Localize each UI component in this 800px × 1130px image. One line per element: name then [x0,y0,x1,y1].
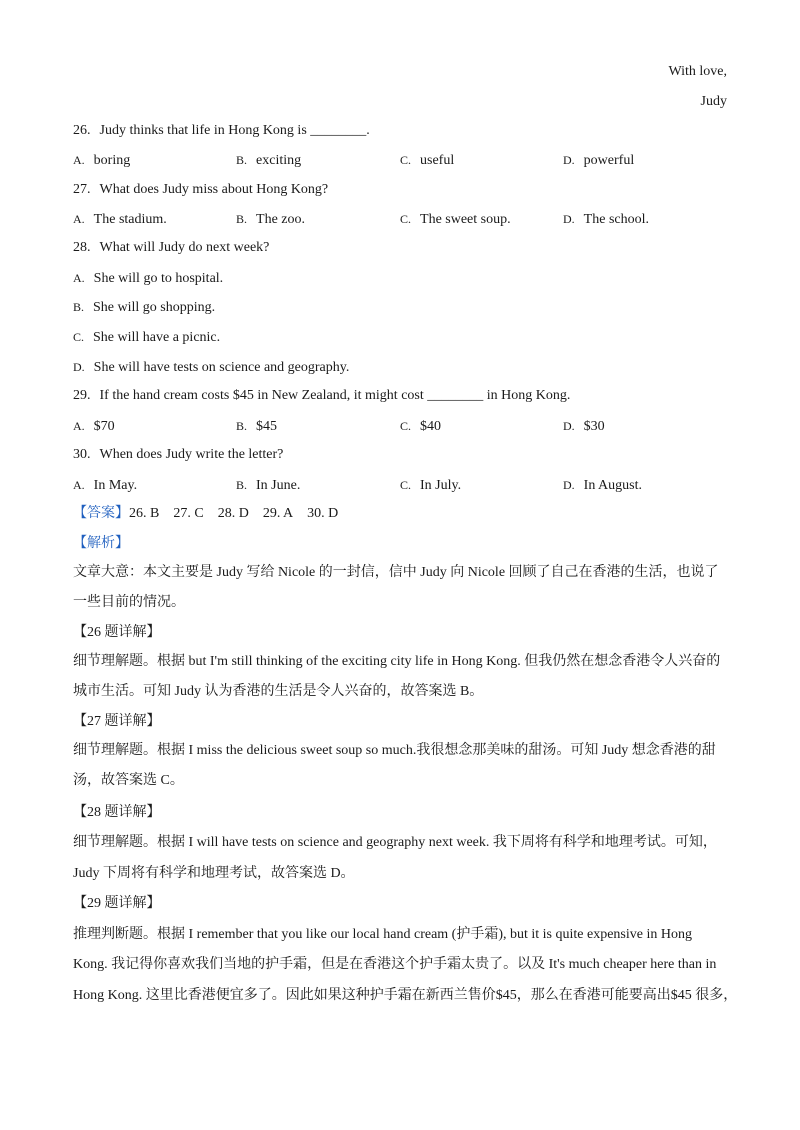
option-letter: B. [236,478,248,492]
option-letter: B. [236,212,248,226]
question-28 [73,238,269,258]
option-30-d [563,475,642,496]
detail-line: 细节理解题。根据 I will have tests on science and geography next week. 我下周将有科学和地理考试。可知， [73,835,717,850]
option-28-b [73,297,215,318]
option-30-b [236,475,300,496]
option-letter: D. [73,360,85,374]
question-text: What will Judy do next week? [99,240,270,255]
question-number: 27. [73,182,91,197]
option-text: In July. [420,478,462,493]
detail-heading: 【29 题详解】 [73,896,161,911]
summary-line: 文章大意：本文主要是 Judy 写给 Nicole 的一封信，信中 Judy 向 Nicole 回顾了自己在香港的生活，也说了 [73,565,719,580]
option-letter: C. [73,330,85,344]
option-26-a [73,150,130,171]
option-letter: D. [563,212,575,226]
option-text: In August. [583,478,643,493]
option-text: exciting [256,153,302,168]
question-30 [73,445,283,465]
letter-signature: Judy [700,94,727,109]
detail-line: 汤，故答案选 C。 [73,773,184,788]
option-text: She will have a picnic. [93,330,221,345]
question-text: What does Judy miss about Hong Kong? [99,182,329,197]
option-letter: C. [400,212,412,226]
option-text: $30 [583,419,605,434]
option-letter: A. [73,271,85,285]
option-letter: B. [236,153,248,167]
option-27-c [400,209,511,230]
option-letter: C. [400,478,412,492]
answer-item: 29. A [262,506,294,521]
option-letter: C. [400,419,412,433]
option-28-c [73,327,220,348]
option-27-a [73,209,167,230]
question-text: Judy thinks that life in Hong Kong is ________. [99,123,370,138]
option-26-b [236,150,301,171]
option-text: powerful [583,153,635,168]
option-text: The school. [583,212,649,227]
option-text: She will have tests on science and geography. [93,360,350,375]
option-letter: A. [73,153,85,167]
option-26-c [400,150,454,171]
letter-closing: With love, [668,64,727,79]
detail-heading: 【26 题详解】 [73,625,161,640]
option-text: In May. [93,478,138,493]
option-30-c [400,475,461,496]
question-number: 29. [73,388,91,403]
answer-item: 27. C [173,506,204,521]
question-29 [73,386,570,406]
detail-line: 细节理解题。根据 but I'm still thinking of the exciting city life in Hong Kong. 但我仍然在想念香港令人兴奋的 [73,654,721,669]
option-text: $45 [256,419,278,434]
option-letter: D. [563,419,575,433]
detail-line: 细节理解题。根据 I miss the delicious sweet soup so much.我很想念那美味的甜汤。可知 Judy 想念香港的甜 [73,743,716,758]
option-30-a [73,475,137,496]
answer-item: 26. B [129,506,160,521]
answer-label: 【答案】 [73,506,129,521]
detail-line: 推理判断题。根据 I remember that you like our local hand cream (护手霜), but it is quite expensive in Hong [73,927,692,942]
answer-item: 30. D [307,506,339,521]
option-text: She will go to hospital. [93,271,224,286]
option-29-a [73,416,115,437]
detail-line: Hong Kong. 这里比香港便宜多了。因此如果这种护手霜在新西兰售价$45，那么在香港可能要高出$45 很多， [73,988,738,1003]
option-29-c [400,416,441,437]
detail-line: Kong. 我记得你喜欢我们当地的护手霜，但是在香港这个护手霜太贵了。以及 It's much cheaper here than in [73,957,717,972]
option-text: The zoo. [256,212,305,227]
option-27-d [563,209,649,230]
question-number: 28. [73,240,91,255]
option-text: She will go shopping. [93,300,216,315]
option-letter: D. [563,153,575,167]
question-number: 26. [73,123,91,138]
option-26-d [563,150,634,171]
detail-heading: 【27 题详解】 [73,714,161,729]
option-letter: B. [236,419,248,433]
summary-line: 一些目前的情况。 [73,595,185,610]
question-26 [73,121,370,141]
option-letter: A. [73,212,85,226]
option-text: boring [93,153,131,168]
option-29-d [563,416,605,437]
detail-line: Judy 下周将有科学和地理考试，故答案选 D。 [73,866,355,881]
question-27 [73,180,328,200]
question-number: 30. [73,447,91,462]
option-text: In June. [256,478,301,493]
option-text: The stadium. [93,212,167,227]
answer-line [73,504,352,524]
option-28-d [73,357,349,378]
detail-line: 城市生活。可知 Judy 认为香港的生活是令人兴奋的，故答案选 B。 [73,684,484,699]
analysis-label: 【解析】 [73,536,129,551]
question-text: When does Judy write the letter? [99,447,284,462]
answer-item: 28. D [217,506,249,521]
detail-heading: 【28 题详解】 [73,805,161,820]
option-text: $70 [93,419,115,434]
option-text: The sweet soup. [420,212,511,227]
question-text: If the hand cream costs $45 in New Zealand, it might cost ________ in Hong Kong. [99,388,571,403]
option-text: useful [420,153,455,168]
option-letter: B. [73,300,85,314]
option-text: $40 [420,419,442,434]
option-letter: C. [400,153,412,167]
option-letter: A. [73,419,85,433]
option-letter: A. [73,478,85,492]
option-29-b [236,416,277,437]
option-letter: D. [563,478,575,492]
option-27-b [236,209,305,230]
option-28-a [73,268,223,289]
